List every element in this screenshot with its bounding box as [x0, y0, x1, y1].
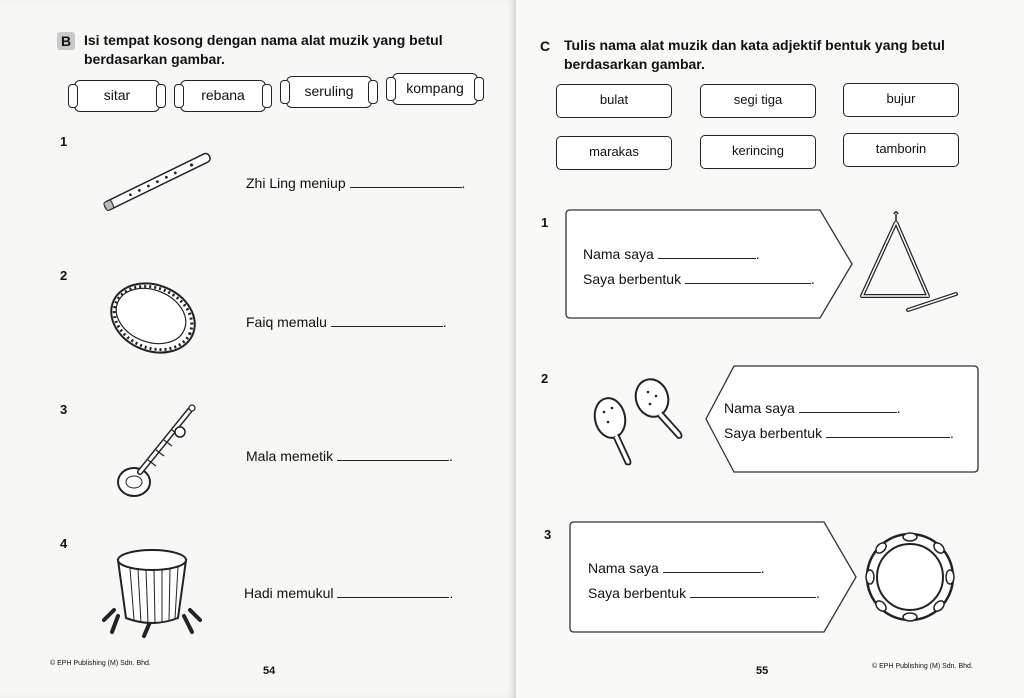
answer-blank[interactable]	[337, 448, 449, 461]
word-bank-marakas: marakas	[556, 136, 672, 170]
word-bank-tamborin: tamborin	[843, 133, 959, 167]
page-number: 54	[263, 665, 276, 677]
question-number: 2	[541, 371, 549, 386]
section-c-badge: C	[539, 38, 551, 54]
shape-line	[583, 271, 815, 287]
section-c-instruction: Tulis nama alat muzik dan kata adjektif bentuk yang betul berdasarkan gambar.	[564, 37, 945, 72]
question-3-tag	[568, 520, 858, 634]
drum-icon	[104, 546, 204, 638]
tag-frame	[564, 208, 854, 320]
question-number: 2	[60, 268, 68, 283]
word-bank-seruling: seruling	[286, 76, 372, 108]
answer-blank[interactable]	[690, 585, 816, 598]
sentence-text: Zhi Ling meniup	[246, 175, 346, 191]
sitar-icon	[110, 402, 200, 502]
tambourine-icon	[860, 528, 960, 626]
answer-blank[interactable]	[337, 585, 449, 598]
word-bank-rebana: rebana	[180, 80, 266, 112]
question-2-sentence	[246, 314, 447, 330]
page-number: 55	[756, 665, 769, 677]
section-b-instruction: Isi tempat kosong dengan nama alat muzik yang betul berdasarkan gambar.	[84, 32, 443, 67]
word-bank-kerincing: kerincing	[700, 135, 816, 169]
answer-blank[interactable]	[331, 314, 443, 327]
question-1-tag	[564, 208, 854, 320]
question-number: 3	[60, 402, 68, 417]
sentence-text: Mala memetik	[246, 448, 334, 464]
question-1-sentence	[246, 175, 465, 191]
question-number: 1	[541, 215, 549, 230]
name-line	[724, 400, 901, 416]
sentence-end: .	[442, 314, 447, 330]
answer-blank[interactable]	[826, 425, 950, 438]
shape-label: Saya berbentuk	[724, 425, 823, 441]
name-line	[583, 246, 760, 262]
copyright-footer: © EPH Publishing (M) Sdn. Bhd.	[872, 663, 973, 670]
word-bank-bujur: bujur	[843, 83, 959, 117]
triangle-icon	[856, 210, 962, 318]
word-bank-sitar: sitar	[74, 80, 160, 112]
name-label: Nama saya	[583, 246, 654, 262]
name-label: Nama saya	[588, 560, 659, 576]
word-bank-kompang: kompang	[392, 73, 478, 105]
question-number: 3	[544, 527, 552, 542]
sentence-end: .	[760, 560, 765, 576]
sentence-text: Faiq memalu	[246, 314, 327, 330]
sentence-end: .	[815, 585, 820, 601]
sentence-end: .	[755, 246, 760, 262]
question-number: 1	[60, 134, 68, 149]
tag-frame	[568, 520, 858, 634]
copyright-footer: © EPH Publishing (M) Sdn. Bhd.	[50, 660, 151, 667]
sentence-end: .	[810, 271, 815, 287]
flute-icon	[98, 152, 218, 214]
answer-blank[interactable]	[658, 246, 756, 259]
answer-blank[interactable]	[799, 400, 897, 413]
sentence-end: .	[949, 425, 954, 441]
question-2-tag	[704, 364, 980, 474]
tag-frame	[704, 364, 980, 474]
right-page	[516, 0, 1024, 698]
shape-label: Saya berbentuk	[583, 271, 682, 287]
answer-blank[interactable]	[663, 560, 761, 573]
name-label: Nama saya	[724, 400, 795, 416]
word-bank-bulat: bulat	[556, 84, 672, 118]
answer-blank[interactable]	[685, 271, 811, 284]
sentence-text: Hadi memukul	[244, 585, 334, 601]
sentence-end: .	[449, 585, 454, 601]
shape-label: Saya berbentuk	[588, 585, 687, 601]
name-line	[588, 560, 765, 576]
maracas-icon	[588, 376, 688, 468]
sentence-end: .	[461, 175, 466, 191]
word-bank-segi-tiga: segi tiga	[700, 84, 816, 118]
section-b-badge: B	[57, 32, 75, 50]
shape-line	[724, 425, 954, 441]
question-3-sentence	[246, 448, 453, 464]
shape-line	[588, 585, 820, 601]
sentence-end: .	[896, 400, 901, 416]
answer-blank[interactable]	[350, 175, 462, 188]
question-4-sentence	[244, 585, 453, 601]
question-number: 4	[60, 536, 68, 551]
rebana-icon	[106, 280, 200, 356]
sentence-end: .	[449, 448, 453, 464]
